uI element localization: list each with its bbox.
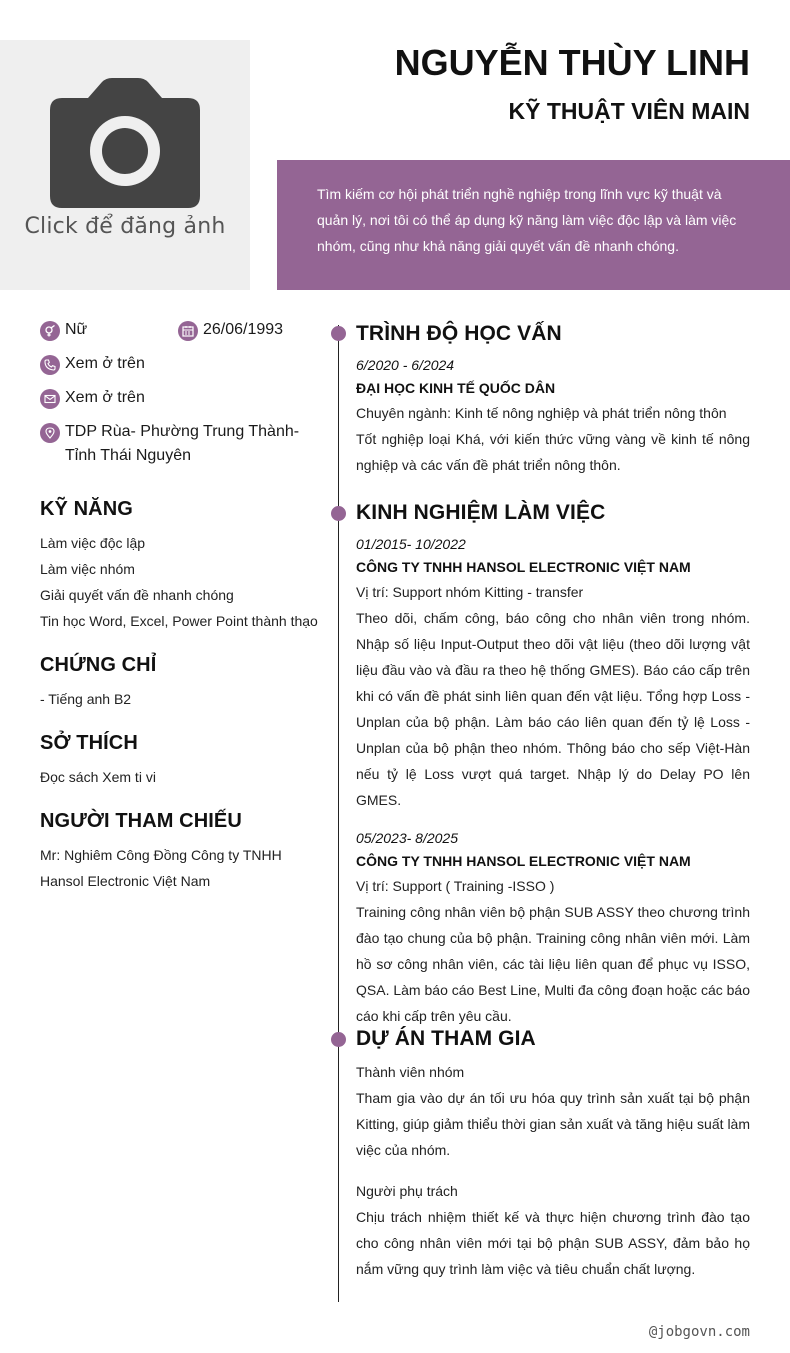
address-value: TDP Rùa- Phường Trung Thành- Tỉnh Thái Nguyên	[65, 423, 300, 464]
job-position: Vị trí: Support ( Training -ISSO )	[356, 878, 555, 894]
references-heading: NGƯỜI THAM CHIẾU	[40, 810, 242, 832]
education-date: 6/2020 - 6/2024	[356, 357, 455, 373]
skill-item: Làm việc nhóm	[40, 561, 135, 577]
hobbies-heading: SỞ THÍCH	[40, 732, 138, 754]
education-section	[356, 322, 750, 478]
gender-value: Nữ	[65, 321, 88, 338]
education-desc: Tốt nghiệp loại Khá, với kiến thức vững vàng về kinh tế nông nghiệp và các vấn đề phát triển nông thôn.	[356, 431, 750, 473]
skills-list	[40, 530, 320, 634]
skill-item: Giải quyết vấn đề nhanh chóng	[40, 587, 234, 603]
phone-value: Xem ở trên	[65, 355, 145, 372]
job-title: KỸ THUẬT VIÊN MAIN	[508, 98, 750, 124]
projects-section	[356, 1027, 750, 1282]
address-row	[40, 420, 320, 468]
certificate-item: - Tiếng anh B2	[40, 691, 132, 707]
hobbies-text: Đọc sách Xem ti vi	[40, 769, 156, 785]
timeline-dot	[331, 1032, 346, 1047]
skill-item: Tin học Word, Excel, Power Point thành thạo	[40, 613, 318, 629]
timeline-dot	[331, 326, 346, 341]
skills-heading: KỸ NĂNG	[40, 498, 133, 520]
job-company: CÔNG TY TNHH HANSOL ELECTRONIC VIỆT NAM	[356, 853, 691, 869]
education-heading: TRÌNH ĐỘ HỌC VẤN	[356, 322, 562, 345]
email-value: Xem ở trên	[65, 389, 145, 406]
job-position: Vị trí: Support nhóm Kitting - transfer	[356, 584, 584, 600]
timeline-dot	[331, 506, 346, 521]
email-icon	[40, 389, 60, 409]
location-icon	[40, 423, 60, 443]
job-desc: Training công nhân viên bộ phận SUB ASSY theo chương trình đào tạo chung của bộ phận. Training công nhân viên mới. Làm hồ sơ công nhân viên, các tài liệu liên quan để phục vụ ISSO, QSA. Làm báo cáo Best Line, Multi đa công đoạn hoặc các báo cáo khi cấp trên yêu cầu.	[356, 904, 750, 1024]
project-role: Thành viên nhóm	[356, 1064, 465, 1080]
job-company: CÔNG TY TNHH HANSOL ELECTRONIC VIỆT NAM	[356, 559, 691, 575]
project-role: Người phụ trách	[356, 1183, 458, 1199]
calendar-icon	[178, 321, 198, 341]
photo-caption: Click để đăng ảnh	[24, 214, 226, 239]
project-desc: Tham gia vào dự án tối ưu hóa quy trình sản xuất tại bộ phận Kitting, giúp giảm thiểu thời gian sản xuất và tăng hiệu suất làm việc của nhóm.	[356, 1090, 750, 1158]
phone-row	[40, 352, 320, 376]
job-date: 05/2023- 8/2025	[356, 830, 458, 846]
education-school: ĐẠI HỌC KINH TẾ QUỐC DÂN	[356, 380, 556, 396]
references-text: Mr: Nghiêm Công Đồng Công ty TNHH Hansol Electronic Việt Nam	[40, 847, 282, 889]
footer-brand: @jobgovn.com	[648, 1324, 750, 1340]
gender-icon	[40, 321, 60, 341]
candidate-name: NGUYỄN THÙY LINH	[394, 42, 750, 83]
timeline-line	[338, 325, 339, 1302]
certificates-list	[40, 686, 320, 712]
projects-heading: DỰ ÁN THAM GIA	[356, 1027, 536, 1050]
birthday-value: 26/06/1993	[203, 321, 284, 338]
birthday-row	[178, 318, 283, 342]
education-major: Chuyên ngành: Kinh tế nông nghiệp và phát triển nông thôn	[356, 405, 727, 421]
camera-icon	[50, 76, 200, 208]
phone-icon	[40, 355, 60, 375]
career-summary: Tìm kiếm cơ hội phát triển nghề nghiệp trong lĩnh vực kỹ thuật và quản lý, nơi tôi có thể áp dụng kỹ năng làm việc độc lập và làm việc nhóm, cũng như khả năng giải quyết vấn đề nhanh chóng.	[277, 160, 790, 290]
email-row	[40, 386, 320, 410]
skill-item: Làm việc độc lập	[40, 535, 146, 551]
left-column	[40, 318, 320, 894]
experience-heading: KINH NGHIỆM LÀM VIỆC	[356, 501, 606, 524]
job-desc: Theo dõi, chấm công, báo công cho nhân viên trong nhóm. Nhập số liệu Input-Output theo dõi vật liệu (theo dõi lượng vật liệu đầu vào và đầu ra theo hệ thống GMES). Báo cáo cấp trên khi có vấn đề phát sinh liên quan đến vật liệu. Tổng hợp Loss - Unplan của bộ phận. Làm báo cáo liên quan đến tỷ lệ Loss - Unplan của bộ phận theo nhóm. Thông báo cho sếp Việt-Hàn nếu tỷ lệ Loss vượt quá target. Nhập lý do Delay PO lên GMES.	[356, 610, 750, 808]
experience-section	[356, 501, 750, 1029]
certificates-heading: CHỨNG CHỈ	[40, 654, 157, 676]
photo-upload[interactable]	[0, 40, 250, 290]
job-date: 01/2015- 10/2022	[356, 536, 466, 552]
gender-row	[40, 318, 178, 342]
project-desc: Chịu trách nhiệm thiết kế và thực hiện chương trình đào tạo cho công nhân viên mới tại bộ phận SUB ASSY, đảm bảo họ nắm vững quy trình làm việc và tiêu chuẩn chất lượng.	[356, 1209, 750, 1277]
